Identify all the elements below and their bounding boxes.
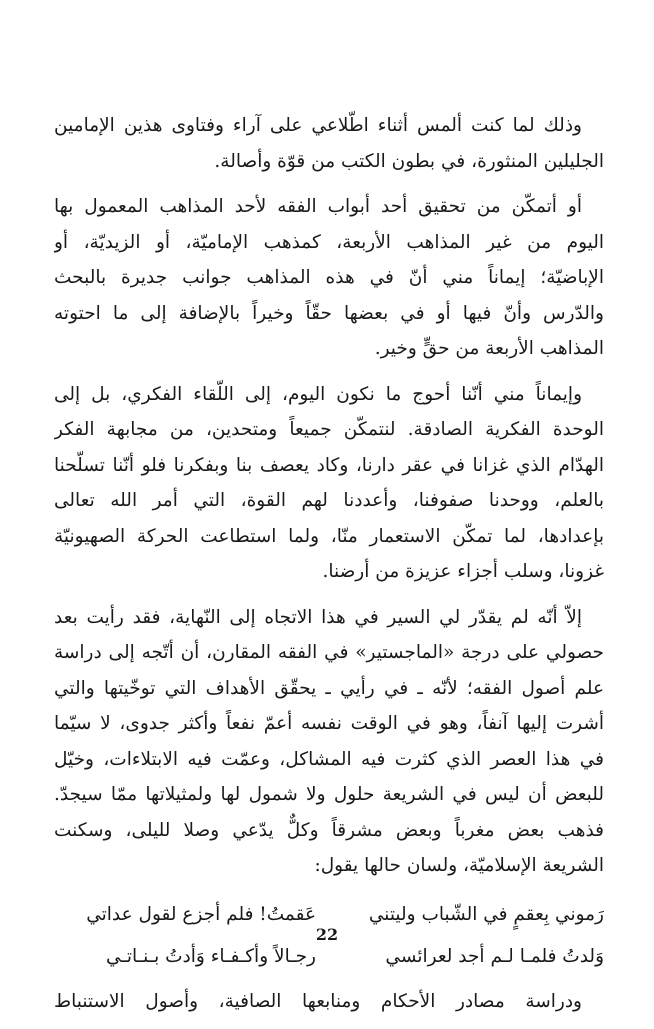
text-line: فذهب بعض مغرباً وبعض مشرقاً وكلٌّ يدّعي وصلا لليلى، وسكنت [54,819,604,841]
poem-hemistich-second: رجـالاً وأكـفـاء وَأدتُ بـنـاتـي [106,945,316,967]
text-line: المذاهب الأربعة من حقٍّ وخير. [374,338,604,359]
text-line: بإعدادها، لما تمكّن الاستعمار منّا، ولما استطاعت الحركة الصهيونيّة [54,525,604,547]
body-text [54,108,604,1029]
text-line: في هذا العصر الذي كثرت فيه المشاكل، وعمّت فيه الابتلاءات، وخيّل [54,748,604,770]
text-line: والدّرس وأنّ فيها أو في بعضها حقّاً وخيراً بالإضافة إلى ما احتوته [54,302,604,324]
text-line: أو أتمكّن من تحقيق أحد أبواب الفقه لأحد المذاهب المعمول بها [54,196,582,217]
paragraph-2 [54,189,604,367]
text-line: وإيماناً مني أنّنا أحوج ما نكون اليوم، إلى اللّقاء الفكري، بل إلى [54,383,582,405]
text-line: أشرت إليها آنفاً، وهو في الوقت نفسه أعمّ نفعاً وأكثر جدوى، لا سيّما [54,713,604,734]
text-line: الوحدة الفكرية الصادقة. لنتمكّن جميعاً ومتحدين، من مجابهة الفكر [54,419,604,440]
text-line: للبعض أن ليس في الشريعة حلول ولا شمول لها ولمثيلاتها ممّا سيجدّ. [54,784,604,805]
text-line: الإباضيّة؛ إيماناً مني أنّ في هذه المذاهب جوانب جديرة بالبحث [54,267,604,288]
text-line: اليوم من غير المذاهب الأربعة، كمذهب الإماميّة، أو الزيديّة، أو [54,231,604,253]
poem-hemistich-first: وَلدتُ فلمـا لـم أجد لعرائسي [385,945,604,967]
paragraph-1 [54,108,604,179]
paragraph-3 [54,377,604,590]
poem-hemistich-first: رَموني بِعقمٍ في الشّباب وليتني [368,903,604,925]
text-line: ودراسة مصادر الأحكام ومنابعها الصافية، وأصول الاستنباط [54,990,582,1012]
text-line: حصولي على درجة «الماجستير» في الفقه المقارن، أن أتّجه إلى دراسة [54,642,604,663]
text-line: الجليلين المنثورة، في بطون الكتب من قوّة وأصالة. [214,150,604,172]
paragraph-4 [54,600,604,884]
text-line: غزونا، وسلب أجزاء عزيزة من أرضنا. [322,561,604,582]
page-number: 22 [315,925,339,944]
text-line: وذلك لما كنت ألمس أثناء اطّلاعي على آراء وفتاوى هذين الإمامين [54,115,582,136]
text-line: الشريعة الإسلاميّة، ولسان حالها يقول: [314,855,604,876]
text-line: بالعلم، ووحدنا صفوفنا، وأعددنا لهم القوة، التي أمر الله تعالى [54,490,604,511]
text-line: إلاّ أنّه لم يقدّر لي السير في هذا الاتجاه إلى النّهاية، فقد رأيت بعد [54,606,582,628]
text-line: علم أصول الفقه؛ لأنّه ـ في رأيي ـ يحقّق الأهداف التي توخّيتها والتي [54,677,604,699]
poem-hemistich-second: عَقمتُ! فلم أجزع لقول عداتي [86,903,316,925]
paragraph-5 [54,984,604,1020]
text-line: الهدّام الذي غزانا في عقر دارنا، وكاد يعصف بنا وبفكرنا فلو أنّنا تسلّحنا [54,454,604,476]
